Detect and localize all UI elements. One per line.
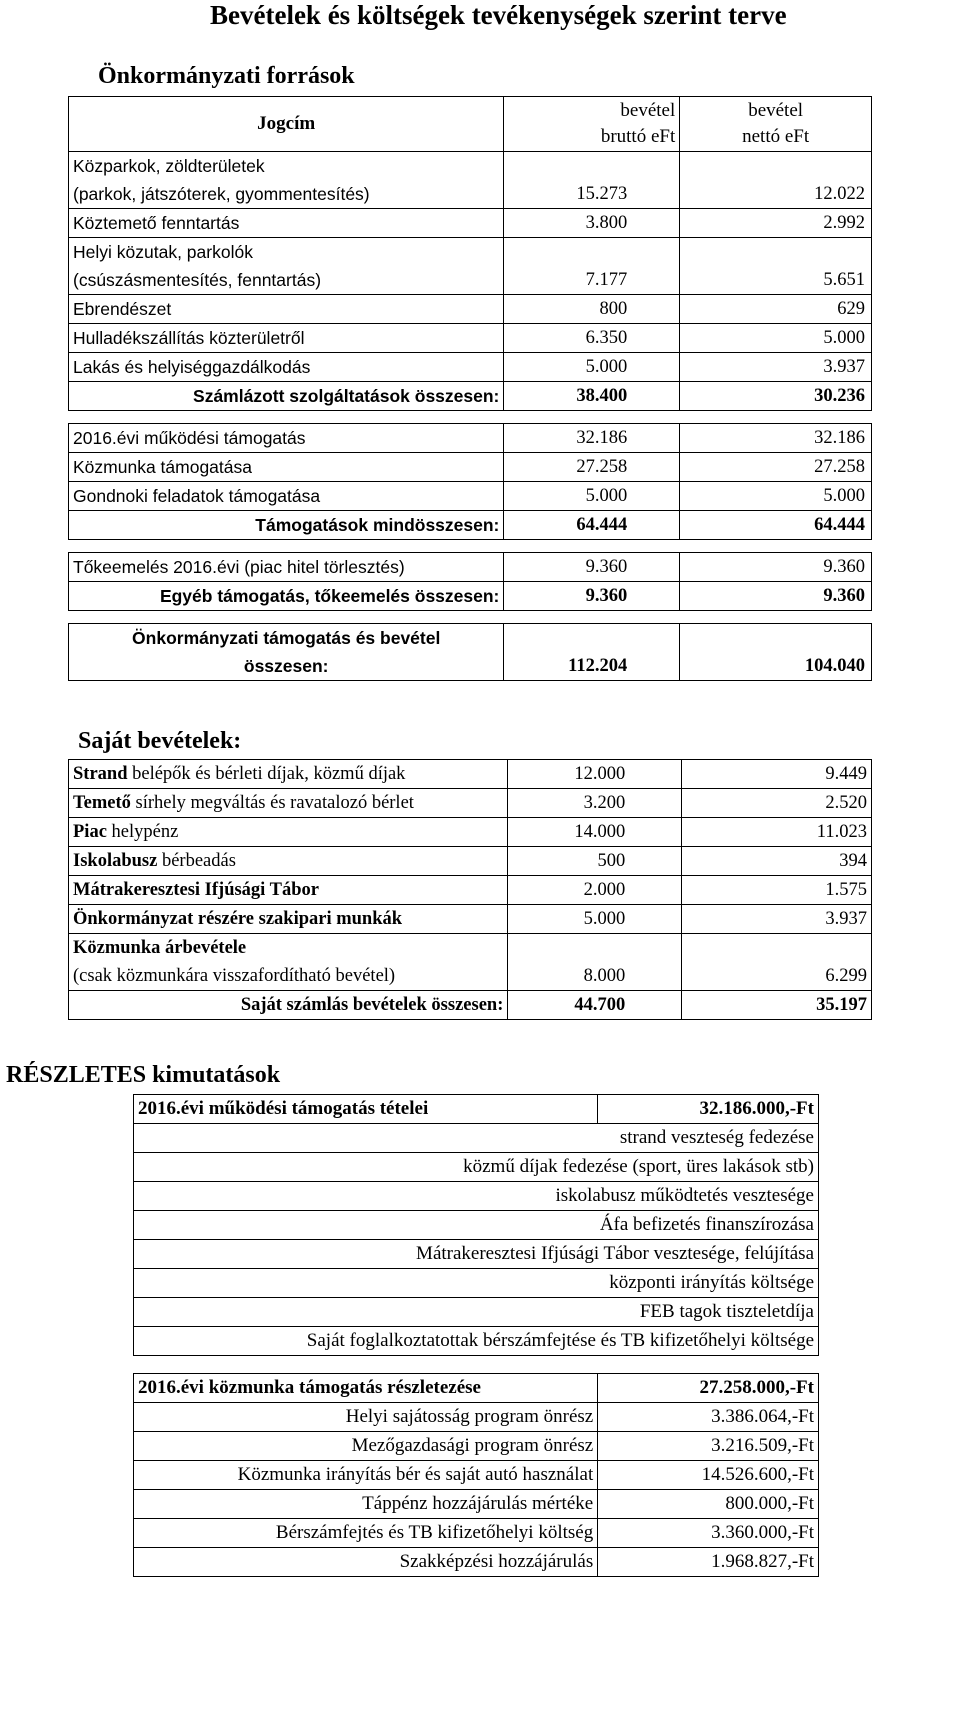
value-brutto: 3.800	[504, 209, 680, 238]
list-item	[134, 1240, 819, 1269]
grand-total-row	[69, 624, 872, 681]
table-row	[69, 424, 872, 453]
value-netto: 9.360	[680, 553, 872, 582]
value-netto: 6.299	[682, 934, 872, 991]
value-brutto: 44.700	[508, 991, 682, 1020]
value-netto: 1.575	[682, 876, 872, 905]
value-netto: 5.651	[680, 238, 872, 295]
list-item	[134, 1269, 819, 1298]
row-label-bold: Önkormányzat részére szakipari munkák	[73, 909, 403, 929]
value-brutto: 64.444	[504, 511, 680, 540]
value-brutto: 12.000	[508, 760, 682, 789]
row-label: Ebrendészet	[69, 295, 504, 324]
list-item	[134, 1519, 819, 1548]
value-netto: 27.258	[680, 453, 872, 482]
value-brutto: 500	[508, 847, 682, 876]
value-brutto: 9.360	[504, 582, 680, 611]
header-row	[69, 97, 872, 152]
detail-title: 2016.évi közmunka támogatás részletezése	[134, 1374, 598, 1403]
detail-item: iskolabusz működtetés vesztesége	[134, 1182, 819, 1211]
value-netto: 5.000	[680, 482, 872, 511]
value-brutto: 38.400	[504, 382, 680, 411]
detail-item-amount: 3.360.000,-Ft	[598, 1519, 819, 1548]
row-label	[69, 789, 508, 818]
detail-item: Áfa befizetés finanszírozása	[134, 1211, 819, 1240]
section-title-reszletes: RÉSZLETES kimutatások	[6, 1062, 281, 1088]
own-revenue-table	[68, 759, 872, 1020]
value-netto: 11.023	[682, 818, 872, 847]
value-netto: 9.449	[682, 760, 872, 789]
value-brutto: 800	[504, 295, 680, 324]
value-netto: 2.992	[680, 209, 872, 238]
value-brutto: 2.000	[508, 876, 682, 905]
list-item	[69, 934, 872, 991]
spacer-row	[69, 611, 872, 624]
detail-item-amount: 1.968.827,-Ft	[598, 1548, 819, 1577]
value-brutto: 9.360	[504, 553, 680, 582]
value-netto: 35.197	[682, 991, 872, 1020]
table-row	[69, 238, 872, 295]
value-netto: 9.360	[680, 582, 872, 611]
detail-item: Szakképzési hozzájárulás	[134, 1548, 598, 1577]
row-label	[69, 818, 508, 847]
row-label: Tőkeemelés 2016.évi (piac hitel törlesztés)	[69, 553, 504, 582]
row-label	[69, 934, 508, 991]
detail-table-kozmunka	[133, 1373, 819, 1577]
list-item	[134, 1182, 819, 1211]
row-label: Helyi közutak, parkolók (csúszásmentesítés, fenntartás)	[69, 238, 504, 295]
detail-item: strand veszteség fedezése	[134, 1124, 819, 1153]
value-brutto: 7.177	[504, 238, 680, 295]
row-label: 2016.évi működési támogatás	[69, 424, 504, 453]
header-jogcim: Jogcím	[69, 97, 504, 152]
value-netto: 629	[680, 295, 872, 324]
detail-item: közmű díjak fedezése (sport, üres lakások stb)	[134, 1153, 819, 1182]
list-item	[69, 818, 872, 847]
header-brutto: bevétel bruttó eFt	[504, 97, 680, 152]
detail-item: Helyi sajátosság program önrész	[134, 1403, 598, 1432]
list-item	[134, 1298, 819, 1327]
detail-item-amount: 14.526.600,-Ft	[598, 1461, 819, 1490]
row-label: Közmunka támogatása	[69, 453, 504, 482]
detail-item: Táppénz hozzájárulás mértéke	[134, 1490, 598, 1519]
revenue-table	[68, 96, 872, 681]
spacer-row	[69, 411, 872, 424]
total-row	[69, 382, 872, 411]
table-row	[69, 482, 872, 511]
spacer-cell	[69, 611, 872, 624]
row-label-rest: belépők és bérleti díjak, közmű díjak	[127, 764, 406, 784]
table-row	[69, 353, 872, 382]
value-brutto: 5.000	[504, 353, 680, 382]
value-netto: 5.000	[680, 324, 872, 353]
table-row	[69, 295, 872, 324]
spacer-cell	[69, 540, 872, 553]
table-row	[69, 553, 872, 582]
detail-header-row	[134, 1095, 819, 1124]
value-brutto: 8.000	[508, 934, 682, 991]
total-row	[69, 991, 872, 1020]
list-item	[134, 1403, 819, 1432]
detail-item: Saját foglalkoztatottak bérszámfejtése és TB kifizetőhelyi költsége	[134, 1327, 819, 1356]
row-label-bold: Mátrakeresztesi Ifjúsági Tábor	[73, 880, 319, 900]
row-label-rest: helypénz	[106, 822, 179, 842]
value-brutto: 5.000	[508, 905, 682, 934]
value-brutto: 15.273	[504, 152, 680, 209]
spacer-cell	[69, 411, 872, 424]
table-row	[69, 453, 872, 482]
section-title-forrasok: Önkormányzati források	[98, 63, 355, 89]
row-label-bold: Piac	[73, 822, 107, 842]
value-netto: 12.022	[680, 152, 872, 209]
list-item	[134, 1211, 819, 1240]
list-item	[69, 760, 872, 789]
detail-item: Mátrakeresztesi Ifjúsági Tábor vesztesége, felújítása	[134, 1240, 819, 1269]
list-item	[69, 905, 872, 934]
value-netto: 2.520	[682, 789, 872, 818]
detail-item-amount: 800.000,-Ft	[598, 1490, 819, 1519]
row-label	[69, 760, 508, 789]
list-item	[134, 1432, 819, 1461]
value-brutto: 5.000	[504, 482, 680, 511]
table-row	[69, 324, 872, 353]
detail-item: Mezőgazdasági program önrész	[134, 1432, 598, 1461]
value-brutto: 14.000	[508, 818, 682, 847]
list-item	[134, 1461, 819, 1490]
value-netto: 64.444	[680, 511, 872, 540]
header-netto: bevétel nettó eFt	[680, 97, 872, 152]
detail-item: FEB tagok tiszteletdíja	[134, 1298, 819, 1327]
row-label-bold: Közmunka árbevétele	[73, 938, 247, 958]
value-netto: 394	[682, 847, 872, 876]
value-netto: 3.937	[682, 905, 872, 934]
list-item	[134, 1153, 819, 1182]
row-label-bold: Iskolabusz	[73, 851, 158, 871]
row-label: Hulladékszállítás közterületről	[69, 324, 504, 353]
value-brutto: 32.186	[504, 424, 680, 453]
list-item	[69, 847, 872, 876]
page-title: Bevételek és költségek tevékenységek szerint terve	[210, 0, 787, 30]
detail-item: Bérszámfejtés és TB kifizetőhelyi költség	[134, 1519, 598, 1548]
row-label-bold: Temető	[73, 793, 131, 813]
value-netto: 30.236	[680, 382, 872, 411]
value-brutto: 6.350	[504, 324, 680, 353]
row-label	[69, 905, 508, 934]
detail-item: központi irányítás költsége	[134, 1269, 819, 1298]
row-label: Egyéb támogatás, tőkeemelés összesen:	[69, 582, 504, 611]
row-label-bold: Strand	[73, 764, 128, 784]
row-label: Számlázott szolgáltatások összesen:	[69, 382, 504, 411]
list-item	[134, 1490, 819, 1519]
row-label	[69, 847, 508, 876]
section-title-sajat: Saját bevételek:	[78, 728, 242, 754]
row-label-rest: (csak közmunkára visszafordítható bevétel)	[73, 966, 396, 986]
total-row	[69, 582, 872, 611]
row-label-rest: bérbeadás	[157, 851, 236, 871]
value-netto: 104.040	[680, 624, 872, 681]
list-item	[134, 1327, 819, 1356]
list-item	[69, 789, 872, 818]
detail-item: Közmunka irányítás bér és saját autó használat	[134, 1461, 598, 1490]
row-label: Gondnoki feladatok támogatása	[69, 482, 504, 511]
row-label: Saját számlás bevételek összesen:	[69, 991, 508, 1020]
table-row	[69, 152, 872, 209]
detail-item-amount: 3.386.064,-Ft	[598, 1403, 819, 1432]
row-label-rest: sírhely megváltás és ravatalozó bérlet	[130, 793, 414, 813]
list-item	[134, 1124, 819, 1153]
row-label: Közparkok, zöldterületek (parkok, játszóterek, gyommentesítés)	[69, 152, 504, 209]
value-netto: 32.186	[680, 424, 872, 453]
row-label: Lakás és helyiséggazdálkodás	[69, 353, 504, 382]
row-label: Támogatások mindösszesen:	[69, 511, 504, 540]
detail-header-row	[134, 1374, 819, 1403]
spacer-row	[69, 540, 872, 553]
detail-item-amount: 3.216.509,-Ft	[598, 1432, 819, 1461]
value-brutto: 27.258	[504, 453, 680, 482]
table-row	[69, 209, 872, 238]
detail-amount: 27.258.000,-Ft	[598, 1374, 819, 1403]
row-label: Köztemető fenntartás	[69, 209, 504, 238]
value-netto: 3.937	[680, 353, 872, 382]
detail-amount: 32.186.000,-Ft	[598, 1095, 819, 1124]
row-label	[69, 876, 508, 905]
row-label: Önkormányzati támogatás és bevétel összesen:	[69, 624, 504, 681]
value-brutto: 3.200	[508, 789, 682, 818]
value-brutto: 112.204	[504, 624, 680, 681]
detail-title: 2016.évi működési támogatás tételei	[134, 1095, 598, 1124]
detail-table-mukodesi	[133, 1094, 819, 1356]
list-item	[69, 876, 872, 905]
total-row	[69, 511, 872, 540]
list-item	[134, 1548, 819, 1577]
